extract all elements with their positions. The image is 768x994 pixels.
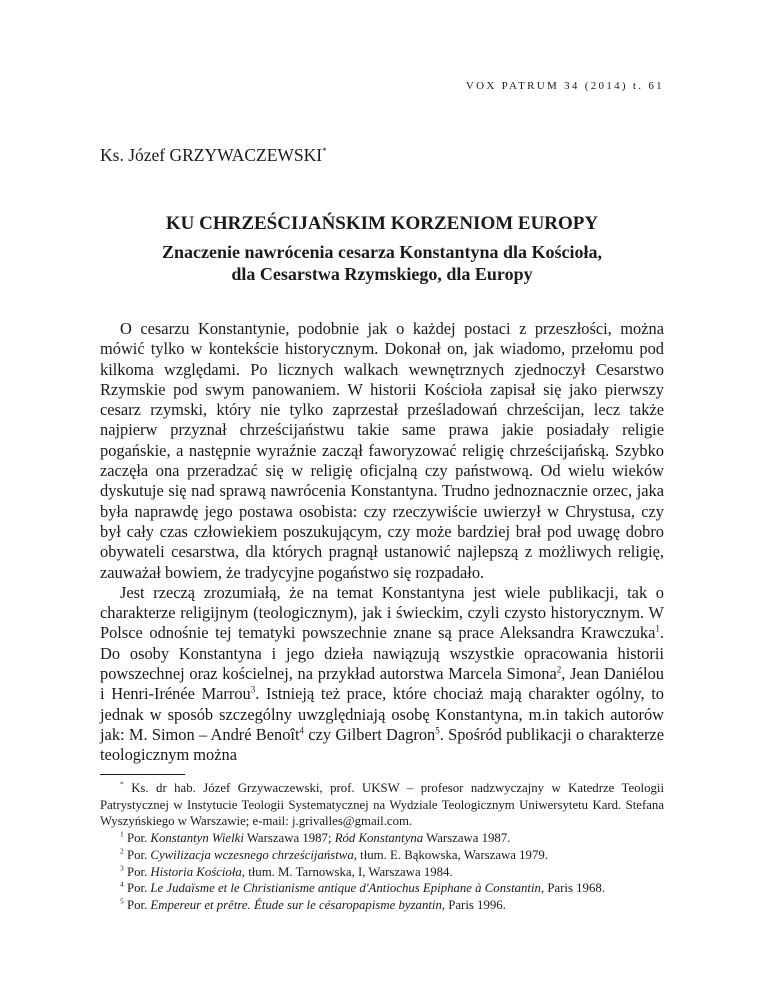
paragraph-2-text: . Spośród publikacji o charakterze teologicznym można	[100, 724, 664, 765]
footnote-author	[100, 780, 664, 830]
footnote-text: Ks. dr hab. Józef Grzywaczewski, prof. UKSW – profesor nadzwyczajny w Katedrze Teologii Patrystycznej w Instytucie Teologii Systematycznej na Wydziale Teologicznym Uniwersytetu Kard. Stefana Wyszyńskiego w Warszawie; e-mail: j.grivalles@gmail.com.	[100, 781, 664, 829]
footnote-text: Por.	[123, 881, 151, 896]
footnote-text: Warszawa 1987.	[423, 831, 511, 846]
paragraph-2-text: . Do osoby Konstantyna i jego dzieła nawiązują wszystkie opracowania historii powszechnej oraz kościelnej, na przykład autorstwa Marcela Simona	[100, 623, 664, 684]
footnote-title: Cywilizacja wczesnego chrześcijaństwa	[150, 847, 354, 862]
footnote-separator	[100, 774, 185, 775]
footnote-ref-3[interactable]: 3	[250, 684, 256, 695]
footnote-number: 1	[120, 829, 124, 839]
footnotes	[100, 780, 664, 914]
footnote-text: , Paris 1968.	[540, 881, 605, 896]
footnote-marker: *	[120, 779, 124, 789]
footnote-4	[100, 880, 664, 897]
article-title-block	[100, 212, 664, 285]
footnote-text: , tłum. M. Tarnowska, I, Warszawa 1984.	[241, 864, 453, 879]
paragraph-2-text: Jest rzeczą zrozumiałą, że na temat Konstantyna jest wiele publikacji, tak o charakterze religijnym (teologicznym), jak i świeckim, czyli czysto historycznym. W Polsce odnośnie tej tematyki powszechnie znane są prace Aleksandra Krawczuka	[100, 582, 664, 643]
footnote-title: Historia Kościoła	[150, 864, 242, 879]
article-title: KU CHRZEŚCIJAŃSKIM KORZENIOM EUROPY	[165, 213, 599, 234]
footnote-number: 4	[120, 879, 124, 889]
author-footnote-marker: *	[322, 146, 327, 157]
author-name-line	[100, 145, 327, 166]
article-subtitle-line-1: Znaczenie nawrócenia cesarza Konstantyna dla Kościoła,	[162, 242, 602, 262]
paragraph-1: O cesarzu Konstantynie, podobnie jak o każdej postaci z przeszłości, można mówić tylko w kontekście historycznym. Dokonał on, jak wiadomo, przełomu pod kilkoma względami. Po licznych walkach wewnętrznych zjednoczył Cesarstwo Rzymskie pod swym panowaniem. W historii Kościoła zapisał się jako pierwszy cesarz rzymski, który nie tylko zaprzestał prześladowań chrześcijan, lecz także najpierw przyznał chrześcijaństwu takie same prawa jakie posiadały religie pogańskie, a następnie wyraźnie zaczął faworyzować religię chrześcijańską. Szybko zaczęła ona przeradzać się w religię oficjalną czy państwową. Od wielu wieków dyskutuje się nad sprawą nawrócenia Konstantyna. Trudno jednoznacznie orzec, jaka była naprawdę jego postawa osobista: czy rzeczywiście uwierzył w Chrystusa, czy był cały czas człowiekiem poszukującym, czy może bardziej brał pod uwagę dobro obywateli cesarstwa, dla których pragnął ustanowić najlepszą z możliwych religię, zauważał bowiem, że tradycyjne pogaństwo się rozpadało.	[100, 319, 664, 582]
author-name: Ks. Józef GRZYWACZEWSKI	[100, 145, 323, 165]
running-head: VOX PATRUM 34 (2014) t. 61	[465, 80, 664, 92]
footnote-ref-2[interactable]: 2	[556, 664, 562, 675]
footnote-number: 3	[120, 863, 124, 873]
footnote-ref-4[interactable]: 4	[299, 725, 304, 736]
footnote-text: Por.	[123, 847, 151, 862]
footnote-text: Por.	[123, 864, 151, 879]
footnote-title: Konstantyn Wielki	[150, 831, 244, 846]
footnote-1	[100, 830, 664, 847]
paragraph-2-text: . Istnieją też prace, które chociaż mają charakter ogólny, to jednak w sposób szczególny uwzględniają osobę Konstantyna, m.in takich autorów jak: M. Simon – André Benoît	[100, 684, 664, 744]
footnote-title: Ród Konstantyna	[334, 831, 424, 846]
footnote-5	[100, 897, 664, 914]
article-subtitle-line-2: dla Cesarstwa Rzymskiego, dla Europy	[231, 264, 533, 284]
paragraph-2-text: , Jean Daniélou i Henri-Irénée Marrou	[100, 664, 664, 704]
paragraph-2-text: czy Gilbert Dagron	[304, 724, 436, 744]
footnote-text: , tłum. E. Bąkowska, Warszawa 1979.	[353, 847, 548, 862]
footnote-text: Por.	[123, 897, 151, 912]
footnote-ref-1[interactable]: 1	[655, 623, 660, 634]
footnote-text: Por.	[123, 831, 151, 846]
paragraph-2	[100, 583, 664, 766]
footnote-2	[100, 847, 664, 864]
article-subtitle	[100, 241, 664, 285]
footnote-text: , Paris 1996.	[441, 897, 506, 912]
footnote-number: 5	[120, 896, 124, 906]
footnote-text: Warszawa 1987;	[243, 831, 335, 846]
footnote-3	[100, 864, 664, 881]
footnote-title: Le Judaïsme et le Christianisme antique d'Antiochus Epiphane à Constantin	[150, 881, 541, 896]
body-text	[100, 319, 664, 766]
footnote-number: 2	[120, 846, 124, 856]
footnote-ref-5[interactable]: 5	[435, 725, 440, 736]
footnote-title: Empereur et prêtre. Étude sur le césaropapisme byzantin	[150, 897, 442, 912]
